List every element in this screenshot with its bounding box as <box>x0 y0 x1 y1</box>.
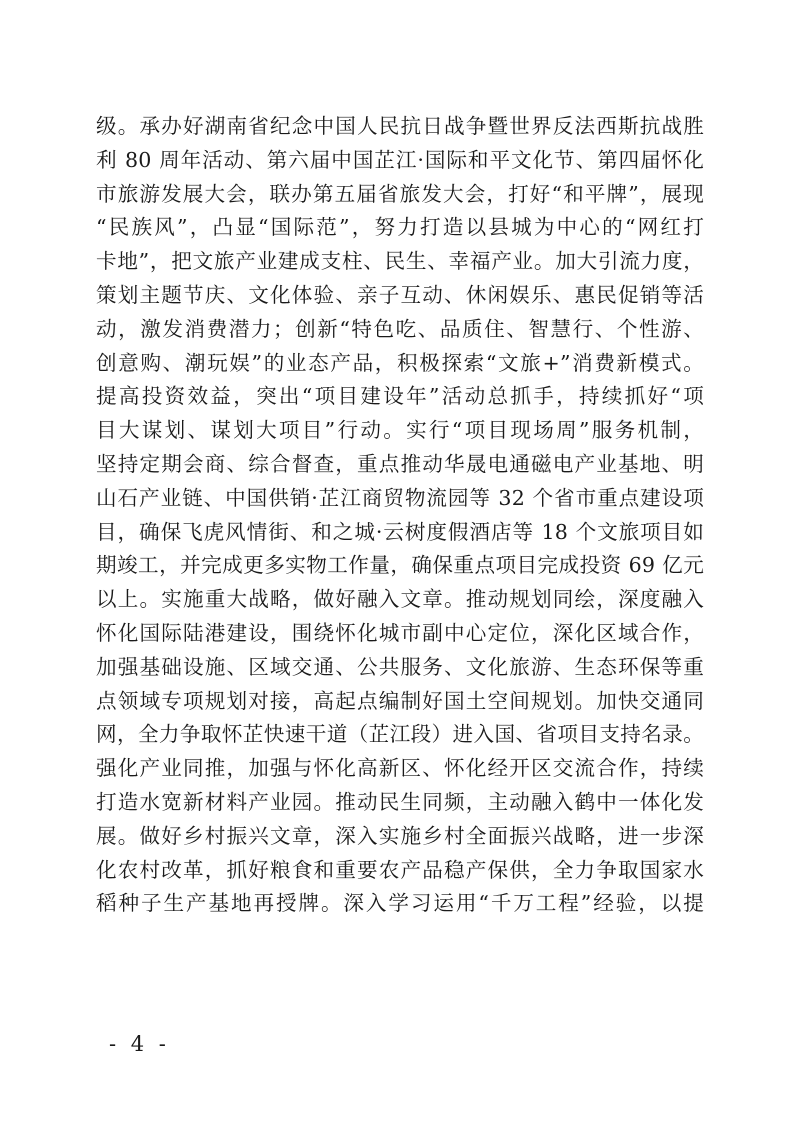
text-line: 创意购、潮玩娱”的业态产品，积极探索“文旅+”消费新模式。 <box>96 350 704 375</box>
text-line: 坚持定期会商、综合督查，重点推动华晟电通磁电产业基地、明 <box>96 451 704 476</box>
text-line: 提高投资效益，突出“项目建设年”活动总抓手，持续抓好“项 <box>96 384 704 409</box>
text-line: 动，激发消费潜力；创新“特色吃、品质住、智慧行、个性游、 <box>96 316 704 341</box>
text-line: 加强基础设施、区域交通、公共服务、文化旅游、生态环保等重 <box>96 654 704 679</box>
text-line: 稻种子生产基地再授牌。深入学习运用“千万工程”经验，以提 <box>96 891 704 916</box>
text-line: 怀化国际陆港建设，围绕怀化城市副中心定位，深化区域合作， <box>96 620 704 645</box>
text-line: 卡地”，把文旅产业建成支柱、民生、幸福产业。加大引流力度， <box>96 249 704 274</box>
text-line: 展。做好乡村振兴文章，深入实施乡村全面振兴战略，进一步深 <box>96 823 704 848</box>
page-number: - 4 - <box>109 1032 170 1056</box>
text-line: 点领域专项规划对接，高起点编制好国土空间规划。加快交通同 <box>96 688 704 713</box>
text-line: 网，全力争取怀芷快速干道（芷江段）进入国、省项目支持名录。 <box>96 722 704 747</box>
text-line: 化农村改革，抓好粮食和重要农产品稳产保供，全力争取国家水 <box>96 857 704 882</box>
text-line: 强化产业同推，加强与怀化高新区、怀化经开区交流合作，持续 <box>96 756 704 781</box>
text-line: 级。承办好湖南省纪念中国人民抗日战争暨世界反法西斯抗战胜 <box>96 114 704 138</box>
text-line: 打造水宽新材料产业园。推动民生同频，主动融入鹤中一体化发 <box>96 789 704 814</box>
text-line: 利 80 周年活动、第六届中国芷江·国际和平文化节、第四届怀化 <box>96 147 704 172</box>
text-line: “民族风”，凸显“国际范”，努力打造以县城为中心的“网红打 <box>96 215 704 240</box>
body-paragraph <box>96 110 704 921</box>
text-line: 策划主题节庆、文化体验、亲子互动、休闲娱乐、惠民促销等活 <box>96 282 704 307</box>
text-line: 目，确保飞虎风情街、和之城·云树度假酒店等 18 个文旅项目如 <box>96 519 704 544</box>
text-line: 市旅游发展大会，联办第五届省旅发大会，打好“和平牌”，展现 <box>96 181 704 206</box>
text-line: 以上。实施重大战略，做好融入文章。推动规划同绘，深度融入 <box>96 587 704 612</box>
text-line: 期竣工，并完成更多实物工作量，确保重点项目完成投资 69 亿元 <box>96 553 704 578</box>
text-line: 山石产业链、中国供销·芷江商贸物流园等 32 个省市重点建设项 <box>96 485 704 510</box>
text-line: 目大谋划、谋划大项目”行动。实行“项目现场周”服务机制， <box>96 418 704 443</box>
